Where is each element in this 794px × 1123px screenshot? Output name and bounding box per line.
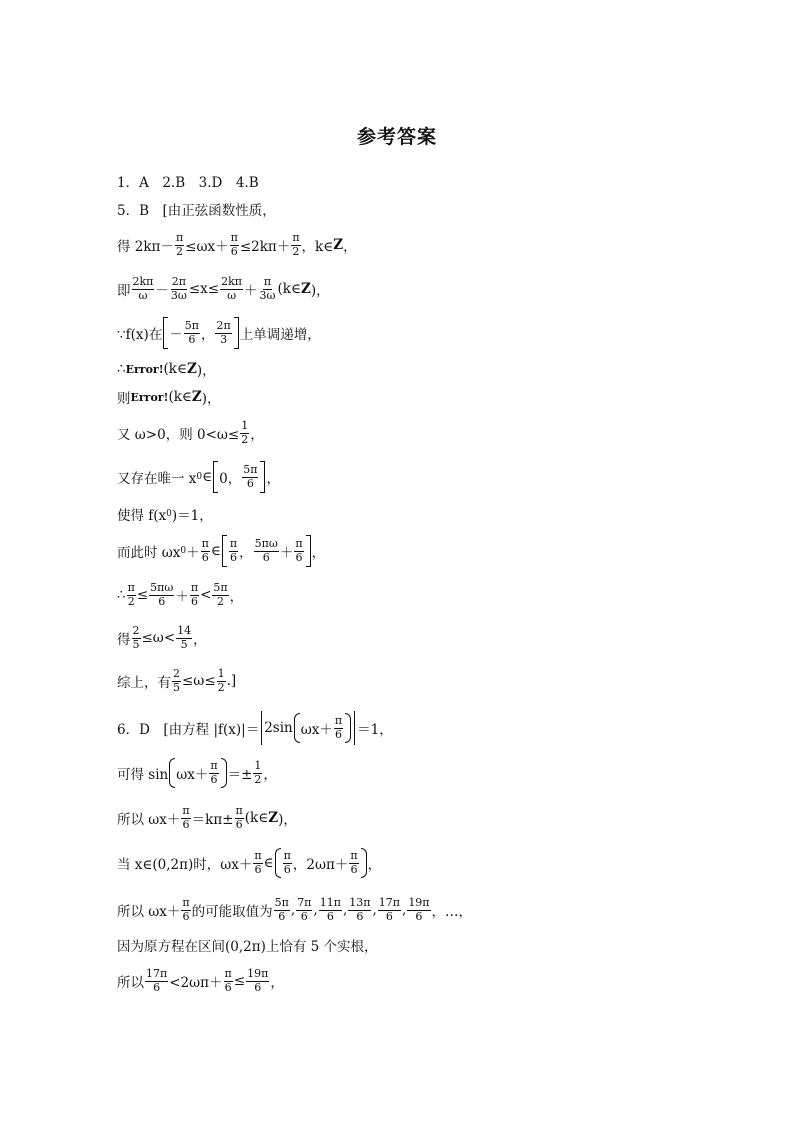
text: －: [155, 283, 169, 299]
abs-bar: [261, 711, 262, 745]
text: 则: [117, 391, 131, 407]
text: ，: [250, 427, 264, 443]
right-bracket: [306, 535, 311, 567]
numerator: 2π: [171, 274, 186, 288]
text: 可得 sin: [117, 767, 169, 783]
numerator: 19π: [247, 966, 269, 980]
fraction: [229, 538, 238, 564]
answer-line-18: [117, 846, 381, 880]
fraction: [259, 276, 277, 302]
answer-line-21: [117, 964, 284, 998]
answer-line-16: [117, 756, 277, 790]
denominator: 6: [278, 909, 286, 923]
denominator: 6: [254, 862, 262, 876]
set-symbol: Z: [186, 361, 197, 377]
numerator: 5πω: [150, 580, 174, 594]
text: 又存在唯一 x: [117, 471, 197, 487]
text: ≤: [233, 973, 246, 989]
numerator: 2kπ: [132, 274, 154, 288]
fraction: [230, 232, 239, 258]
fraction: [296, 897, 312, 923]
fraction: [254, 538, 279, 564]
numerator: π: [263, 274, 272, 288]
numerator: π: [127, 580, 135, 594]
text: 即: [117, 283, 131, 299]
denominator: 6: [350, 862, 358, 876]
numerator: 2: [132, 623, 140, 637]
numerator: 5π: [243, 462, 258, 476]
answer-line-15: [117, 711, 393, 745]
set-symbol: Z: [268, 810, 279, 826]
fraction: [220, 276, 243, 302]
left-paren: [294, 713, 300, 743]
text: ，: [239, 545, 253, 561]
numerator: π: [229, 536, 238, 550]
numerator: 11π: [319, 895, 341, 909]
text: 所以: [117, 975, 144, 991]
answer-line-20: [117, 928, 378, 962]
numerator: π: [182, 803, 190, 817]
denominator: 6: [300, 909, 308, 923]
numerator: π: [292, 230, 300, 244]
answer-line-4: [117, 272, 330, 306]
numerator: π: [295, 536, 303, 550]
subscript: 0: [166, 509, 172, 519]
text: (k∈: [168, 389, 192, 405]
numerator: 1: [217, 666, 225, 680]
answer-line-14: [117, 664, 236, 698]
abs-bar: [354, 711, 355, 745]
text: ＋: [244, 283, 258, 299]
denominator: 6: [295, 550, 303, 564]
text: ＝kπ±: [191, 812, 234, 828]
answer-line-3: [117, 228, 357, 262]
text: 综上，有: [117, 675, 171, 691]
text: 2sin: [264, 720, 293, 736]
text: 又 ω>0，则 0<ω≤: [117, 427, 240, 443]
denominator: 6: [188, 332, 196, 346]
text: ，: [263, 767, 277, 783]
numerator: 5π: [213, 580, 228, 594]
numerator: π: [334, 713, 343, 727]
text: ，: [270, 975, 284, 991]
denominator: 2: [217, 680, 225, 694]
fraction: [235, 805, 244, 831]
set-symbol: Z: [333, 237, 344, 253]
denominator: 6: [230, 244, 238, 258]
numerator: 14: [177, 623, 192, 637]
denominator: 5: [173, 680, 180, 694]
text: ,: [313, 902, 318, 918]
denominator: 6: [326, 909, 334, 923]
numerator: 17π: [378, 895, 401, 909]
numerator: π: [283, 848, 291, 862]
answer-line-9: [117, 460, 280, 494]
denominator: 6: [283, 862, 291, 876]
answer-line-19: [117, 893, 472, 927]
fraction: [209, 760, 218, 786]
answer-line-2: [117, 192, 276, 226]
denominator: 5: [180, 637, 188, 651]
subscript: 0: [196, 472, 203, 482]
text: )，: [196, 363, 216, 379]
fraction: [242, 464, 258, 490]
text: (k∈: [244, 810, 269, 826]
answer-line-12: [117, 578, 243, 612]
text: ωx＋: [176, 767, 209, 783]
fraction: [217, 668, 226, 694]
denominator: 6: [190, 594, 198, 608]
fraction: [378, 897, 401, 923]
left-paren: [275, 848, 281, 878]
denominator: 2: [254, 772, 262, 786]
text: 所以 ωx＋: [117, 904, 181, 920]
text: ≤ω≤: [182, 673, 216, 689]
text: ，: [193, 632, 207, 648]
numerator: π: [224, 966, 232, 980]
denominator: 3: [220, 332, 228, 346]
right-paren: [345, 713, 351, 743]
denominator: 6: [182, 817, 190, 831]
text: 而此时 ωx: [117, 545, 181, 561]
denominator: 6: [230, 550, 237, 564]
text: ,: [372, 902, 377, 918]
answer-line-10: [117, 497, 213, 531]
numerator: π: [175, 230, 184, 244]
text: )＝1，: [171, 508, 213, 524]
fraction: [253, 850, 262, 876]
denominator: ω: [227, 288, 237, 302]
fraction: [176, 625, 192, 651]
fraction: [172, 668, 181, 694]
text: ，: [229, 589, 244, 605]
text: 的可能取值为: [191, 904, 273, 920]
numerator: π: [235, 803, 243, 817]
text: ，: [266, 471, 280, 487]
right-bracket: [234, 317, 239, 349]
fraction: [181, 805, 190, 831]
denominator: 3ω: [170, 288, 187, 302]
denominator: 2: [176, 244, 184, 258]
text: 当 x∈(0,2π)时，ωx＋: [117, 857, 253, 873]
numerator: 19π: [408, 895, 430, 909]
text: －: [169, 327, 183, 343]
text: ＝±: [227, 767, 253, 783]
denominator: 2: [241, 432, 249, 446]
text: ＋: [279, 545, 294, 561]
text: ，…，: [431, 904, 473, 920]
fraction: [274, 897, 290, 923]
text: ,: [342, 902, 348, 918]
numerator: π: [350, 848, 358, 862]
text: ,: [290, 902, 296, 918]
numerator: π: [182, 895, 190, 909]
denominator: 6: [262, 550, 270, 564]
text: ∴: [117, 361, 126, 377]
text: ，2ωπ＋: [292, 857, 349, 873]
text: (k∈: [277, 281, 301, 297]
text: 所以 ωx＋: [117, 812, 181, 828]
denominator: 2: [127, 594, 135, 608]
fraction: [149, 582, 174, 608]
text: ωx＋: [300, 722, 333, 738]
fraction: [349, 850, 358, 876]
denominator: 2: [292, 244, 300, 258]
numerator: 13π: [349, 895, 371, 909]
right-paren: [221, 758, 227, 788]
denominator: 6: [254, 980, 262, 994]
text: ，: [343, 239, 357, 255]
text: ∈: [210, 543, 221, 559]
denominator: 6: [235, 817, 243, 831]
fraction: [246, 968, 269, 994]
set-symbol: Z: [191, 389, 202, 405]
fraction: [132, 625, 141, 651]
text: ，: [311, 545, 326, 561]
text: ≤ωx＋: [185, 239, 229, 255]
left-bracket: [163, 317, 168, 349]
numerator: 5π: [184, 318, 199, 332]
fraction: [224, 968, 233, 994]
line-text: 因为原方程在区间(0,2π)上恰有 5 个实根，: [117, 939, 378, 955]
text: ≤x≤: [188, 281, 220, 297]
text: ∵f(x)在: [117, 327, 163, 343]
fraction: [407, 897, 430, 923]
fraction: [291, 232, 300, 258]
fraction: [145, 968, 168, 994]
answer-line-13: [117, 621, 207, 655]
line-text: 1．A 2.B 3.D 4.B: [117, 175, 259, 191]
numerator: 5πω: [254, 536, 278, 550]
text: ∴: [117, 587, 126, 603]
fraction: [212, 582, 228, 608]
denominator: ω: [138, 288, 148, 302]
text: 上单调递增，: [239, 327, 321, 343]
text: 使得 f(x: [117, 508, 167, 524]
right-bracket: [260, 461, 265, 493]
fraction: [201, 538, 210, 564]
denominator: 6: [246, 476, 254, 490]
text: )，: [310, 283, 330, 299]
text: ≤: [136, 587, 149, 603]
fraction: [170, 276, 188, 302]
answer-line-5: [117, 316, 321, 350]
denominator: 6: [210, 772, 218, 786]
text: 得 2kπ－: [117, 239, 174, 255]
text: ，k∈: [301, 239, 334, 255]
error-marker: Error!: [125, 362, 164, 376]
left-paren: [169, 758, 175, 788]
fraction: [319, 897, 342, 923]
text: .]: [226, 673, 237, 689]
text: ＝1，: [357, 722, 393, 738]
fraction: [283, 850, 292, 876]
text: (k∈: [163, 361, 187, 377]
right-paren: [361, 848, 367, 878]
numerator: 7π: [297, 895, 312, 909]
denominator: 6: [153, 980, 161, 994]
answer-line-7: [117, 380, 221, 414]
denominator: 6: [356, 909, 364, 923]
answer-line-8: [117, 416, 264, 450]
denominator: 6: [182, 909, 190, 923]
denominator: 6: [201, 550, 209, 564]
denominator: 6: [158, 594, 166, 608]
fraction: [334, 715, 343, 741]
text: ，: [367, 857, 382, 873]
left-bracket: [213, 461, 218, 493]
numerator: 5π: [274, 895, 289, 909]
denominator: 2: [217, 594, 224, 608]
fraction: [175, 232, 184, 258]
numerator: 2kπ: [221, 274, 243, 288]
left-bracket: [222, 535, 227, 567]
text: <2ωπ＋: [169, 975, 223, 991]
numerator: π: [190, 580, 199, 594]
text: ＋: [175, 589, 189, 605]
fraction: [253, 760, 262, 786]
denominator: 6: [224, 980, 232, 994]
numerator: 1: [254, 758, 262, 772]
fraction: [127, 582, 136, 608]
fraction: [190, 582, 199, 608]
text: ≤ω<: [141, 630, 176, 646]
fraction: [348, 897, 371, 923]
numerator: 2π: [216, 318, 231, 332]
numerator: 2: [173, 666, 180, 680]
error-marker: Error!: [130, 390, 169, 404]
text: ≤2kπ＋: [239, 239, 291, 255]
denominator: 3ω: [259, 288, 276, 302]
fraction: [215, 320, 231, 346]
numerator: π: [210, 758, 218, 772]
fraction: [184, 320, 200, 346]
text: 6．D [由方程 |f(x)|＝: [117, 722, 260, 738]
line-text: 5．B [由正弦函数性质，: [117, 203, 276, 219]
denominator: 6: [415, 909, 423, 923]
numerator: π: [201, 536, 209, 550]
numerator: π: [254, 848, 262, 862]
text: ∈: [263, 855, 274, 871]
text: ，: [200, 327, 215, 343]
text: <: [200, 587, 212, 603]
numerator: 17π: [146, 966, 168, 980]
text: ＋: [186, 545, 200, 561]
set-symbol: Z: [300, 281, 311, 297]
answer-line-11: [117, 534, 325, 568]
text: )，: [201, 391, 221, 407]
page-title: 参考答案: [356, 126, 437, 148]
numerator: 1: [241, 418, 249, 432]
fraction: [132, 276, 155, 302]
text: ,: [402, 902, 407, 918]
fraction: [181, 897, 190, 923]
denominator: 6: [334, 727, 342, 741]
denominator: 6: [385, 909, 393, 923]
fraction: [294, 538, 303, 564]
subscript: 0: [180, 546, 187, 556]
answer-line-17: [117, 801, 297, 835]
text: 得: [117, 632, 131, 648]
text: 0，: [219, 471, 242, 487]
fraction: [240, 420, 249, 446]
text: ∈: [202, 469, 213, 485]
denominator: 5: [132, 637, 140, 651]
numerator: π: [230, 230, 238, 244]
text: )，: [278, 812, 297, 828]
